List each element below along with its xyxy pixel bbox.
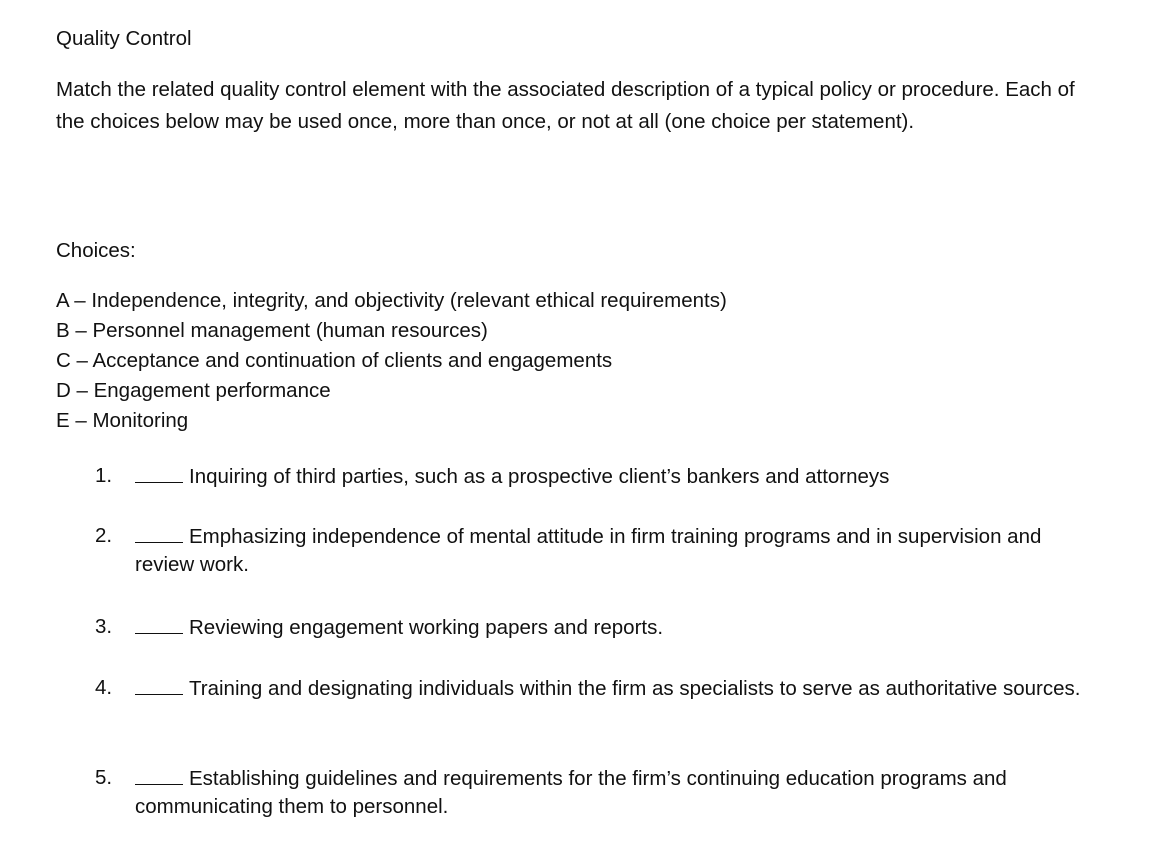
answer-blank[interactable] [135, 764, 183, 785]
statement-number: 3. [95, 615, 113, 638]
choice-a: A – Independence, integrity, and objectivity (relevant ethical requirements) [56, 289, 727, 312]
page-title: Quality Control [56, 27, 192, 50]
choices-list [56, 286, 727, 436]
statement-text: Emphasizing independence of mental attitude in firm training programs and in supervision and review work. [135, 525, 1042, 576]
statement-text: Training and designating individuals within the firm as specialists to serve as authoritative sources. [189, 677, 1081, 700]
statement-number: 5. [95, 766, 113, 789]
statement-number: 4. [95, 676, 113, 699]
statement-text: Reviewing engagement working papers and reports. [189, 616, 664, 639]
choices-heading: Choices: [56, 239, 136, 262]
instructions-paragraph: Match the related quality control element with the associated description of a typical policy or procedure. Each of the choices below may be used once, more than once, or not at all (one choice per statement). [56, 78, 1075, 133]
choice-e: E – Monitoring [56, 409, 189, 432]
answer-blank[interactable] [135, 522, 183, 543]
answer-blank[interactable] [135, 613, 183, 634]
choice-d: D – Engagement performance [56, 379, 331, 402]
choice-b: B – Personnel management (human resources) [56, 319, 488, 342]
choice-c: C – Acceptance and continuation of clients and engagements [56, 349, 613, 372]
answer-blank[interactable] [135, 674, 183, 695]
statement-number: 1. [95, 464, 113, 487]
statement-text: Inquiring of third parties, such as a prospective client’s bankers and attorneys [189, 465, 890, 488]
answer-blank[interactable] [135, 462, 183, 483]
statement-text: Establishing guidelines and requirements for the firm’s continuing education programs and communicating them to personnel. [135, 767, 1007, 818]
statement-number: 2. [95, 524, 113, 547]
